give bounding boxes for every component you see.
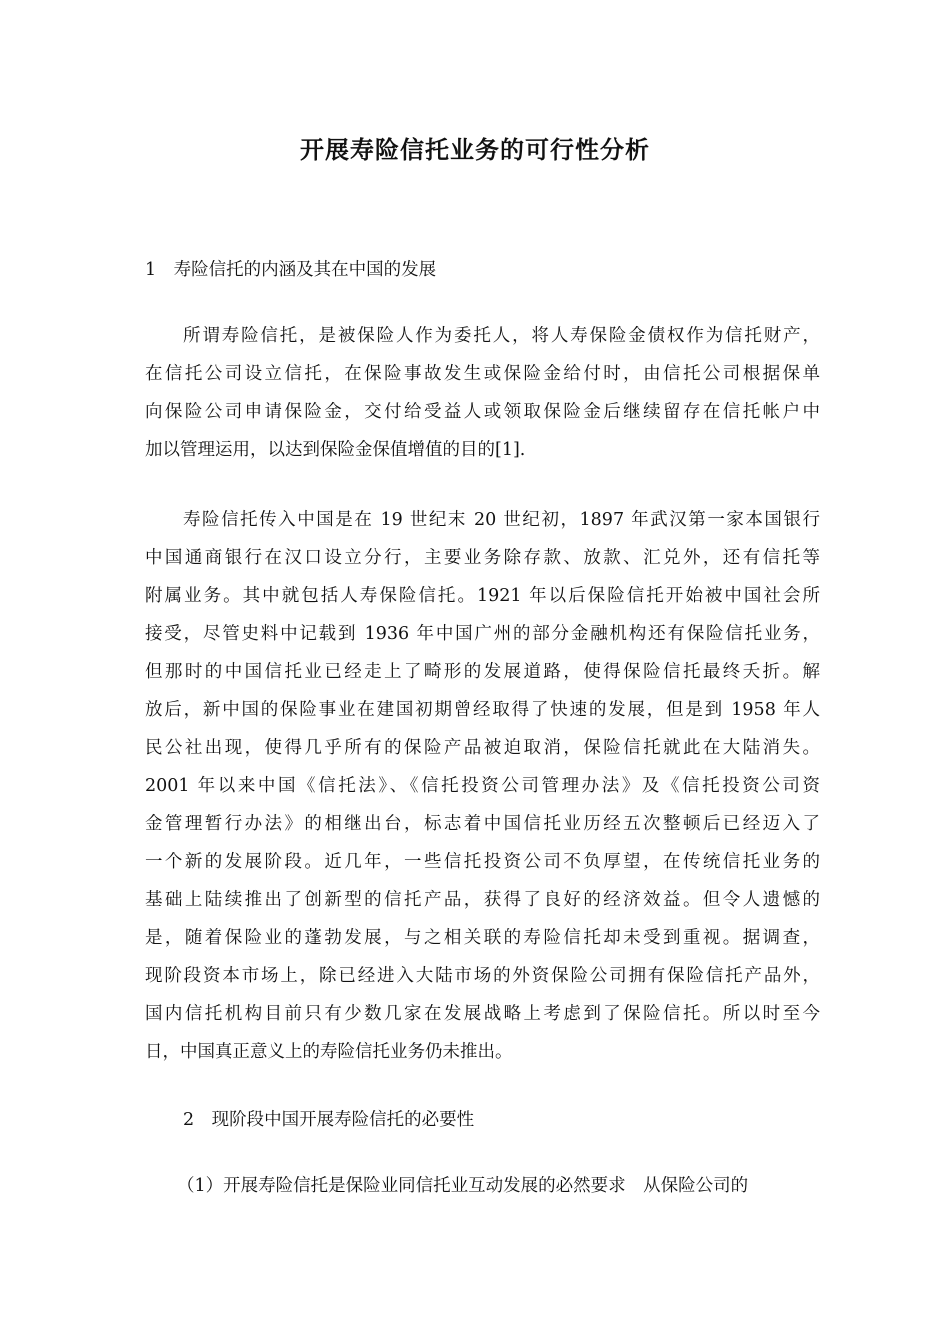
paragraph-2-line-14: 国内信托机构目前只有少数几家在发展战略上考虑到了保险信托。所以时至今 — [145, 1004, 820, 1024]
paragraph-2-line-2: 中国通商银行在汉口设立分行，主要业务除存款、放款、汇兑外，还有信托等 — [145, 548, 820, 568]
paragraph-2-line-9: 金管理暂行办法》的相继出台，标志着中国信托业历经五次整顿后已经迈入了 — [145, 814, 820, 834]
subsection-heading-1: （1）开展寿险信托是保险业同信托业互动发展的必然要求 从保险公司的 — [177, 1176, 749, 1196]
paragraph-2-line-1: 寿险信托传入中国是在 19 世纪末 20 世纪初，1897 年武汉第一家本国银行 — [183, 510, 820, 530]
paragraph-2-line-15: 日，中国真正意义上的寿险信托业务仍未推出。 — [145, 1042, 513, 1062]
section-heading-1: 1 寿险信托的内涵及其在中国的发展 — [145, 260, 437, 280]
section-heading-2: 2 现阶段中国开展寿险信托的必要性 — [183, 1110, 475, 1130]
paragraph-1-line-3: 向保险公司申请保险金，交付给受益人或领取保险金后继续留存在信托帐户中 — [145, 402, 820, 422]
paragraph-2-line-5: 但那时的中国信托业已经走上了畸形的发展道路，使得保险信托最终夭折。解 — [145, 662, 820, 682]
paragraph-2-line-11: 基础上陆续推出了创新型的信托产品，获得了良好的经济效益。但令人遗憾的 — [145, 890, 820, 910]
paragraph-2-line-6: 放后，新中国的保险事业在建国初期曾经取得了快速的发展，但是到 1958 年人 — [145, 700, 820, 720]
paragraph-2-line-10: 一个新的发展阶段。近几年，一些信托投资公司不负厚望，在传统信托业务的 — [145, 852, 820, 872]
paragraph-2-line-13: 现阶段资本市场上，除已经进入大陆市场的外资保险公司拥有保险信托产品外， — [145, 966, 820, 986]
paragraph-2-line-12: 是，随着保险业的蓬勃发展，与之相关联的寿险信托却未受到重视。据调查， — [145, 928, 820, 948]
paragraph-1-line-2: 在信托公司设立信托，在保险事故发生或保险金给付时，由信托公司根据保单 — [145, 364, 820, 384]
paragraph-1-line-4: 加以管理运用，以达到保险金保值增值的目的[1]. — [145, 440, 526, 460]
document-title: 开展寿险信托业务的可行性分析 — [300, 135, 650, 164]
paragraph-2-line-7: 民公社出现，使得几乎所有的保险产品被迫取消，保险信托就此在大陆消失。 — [145, 738, 820, 758]
paragraph-1-line-1: 所谓寿险信托，是被保险人作为委托人，将人寿保险金债权作为信托财产， — [183, 326, 820, 346]
paragraph-2-line-3: 附属业务。其中就包括人寿保险信托。1921 年以后保险信托开始被中国社会所 — [145, 586, 820, 606]
paragraph-2-line-4: 接受，尽管史料中记载到 1936 年中国广州的部分金融机构还有保险信托业务， — [145, 624, 820, 644]
paragraph-2-line-8: 2001 年以来中国《信托法》、《信托投资公司管理办法》及《信托投资公司资 — [145, 776, 820, 796]
